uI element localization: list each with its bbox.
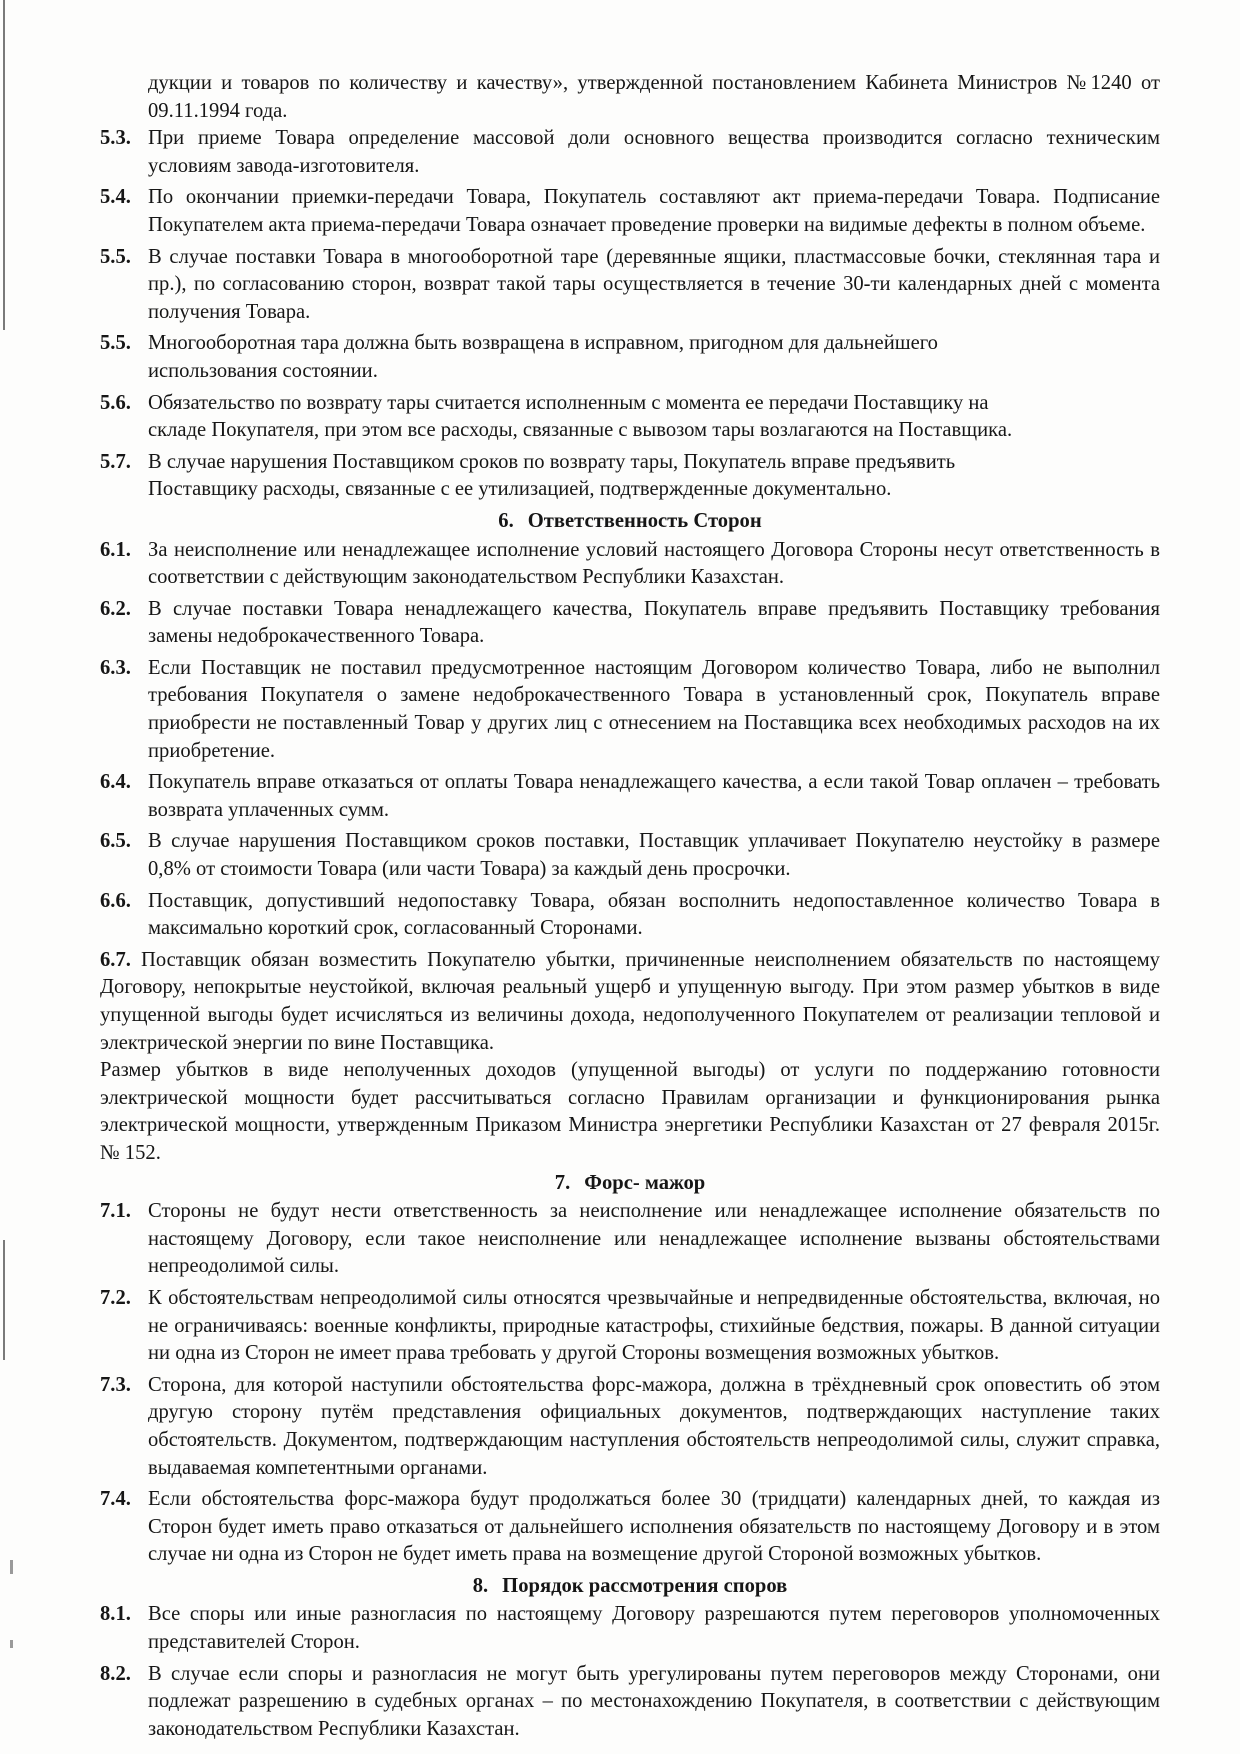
clause-7-1 [100,1198,1160,1281]
clause-6-7-paragraph-2: Размер убытков в виде неполученных доходов (упущенной выгоды) от услуги по поддержанию готовности электрической мощности будет рассчитываться согласно Правилам организации и функционирования рынка электрической мощности, утвержденным Приказом Министра энергетики Республики Казахстан от 27 февраля 2015г. № 152. [100,1059,1160,1164]
clause-7-3 [100,1372,1160,1482]
section-7-heading [100,1170,1160,1198]
scan-edge-mark-top [3,0,5,330]
clause-text: Поставщик, допустивший недопоставку Товара, обязан восполнить недопоставленное количество Товара в максимально короткий срок, согласованный Сторонами. [148,889,1160,940]
clause-text: Поставщик обязан возместить Покупателю убытки, причиненные неисполнением обязательств по настоящему Договору, непокрытые неустойкой, включая реальный ущерб и упущенную выгоду. При этом размер убытков в виде упущенной выгоды будет исчисляться из величины дохода, недополученного Покупателем от реализации тепловой и электрической энергии по вине Поставщика. [100,948,1160,1054]
clause-number: 7.1. [100,1200,131,1223]
clause-6-5 [100,828,1160,883]
clause-6-4 [100,769,1160,824]
clause-text: Стороны не будут нести ответственность за неисполнение или ненадлежащее исполнение обязательств по настоящему Договору, если такое неисполнение или ненадлежащее исполнение вызваны обстоятельствами непреодолимой силы. [148,1200,1160,1278]
clause-text: В случае нарушения Поставщиком сроков по возврату тары, Покупатель вправе предъявить Поставщику расходы, связанные с ее утилизацией, подтвержденные документально. [148,450,956,501]
clause-number: 5.5. [100,332,131,355]
clause-number: 7.2. [100,1286,131,1309]
section-6-heading [100,508,1160,536]
section-number: 6. [498,509,514,532]
section-title: Форс- мажор [584,1171,706,1194]
clause-text: Все споры или иные разногласия по настоящему Договору разрешаются путем переговоров уполномоченных представителей Сторон. [148,1603,1160,1654]
scan-speck [10,1560,13,1574]
clause-5-6 [100,390,1160,445]
clause-number: 7.3. [100,1373,131,1396]
clause-number: 5.7. [100,450,131,473]
clause-number: 6.5. [100,830,131,853]
clause-number: 5.6. [100,391,131,414]
clause-text: За неисполнение или ненадлежащее исполнение условий настоящего Договора Стороны несут ответственность в соответствии с действующим законодательством Республики Казахстан. [148,538,1160,589]
clause-6-3 [100,655,1160,765]
clause-7-4 [100,1486,1160,1569]
clause-6-7 [100,947,1160,1057]
clause-8-1 [100,1601,1160,1656]
clause-text: В случае нарушения Поставщиком сроков поставки, Поставщик уплачивает Покупателю неустойку в размере 0,8% от стоимости Товара (или части Товара) за каждый день просрочки. [148,830,1160,881]
clause-text: В случае поставки Товара ненадлежащего качества, Покупатель вправе предъявить Поставщику требования замены недоброкачественного Товара. [148,597,1160,648]
clause-5-3 [100,125,1160,180]
clause-text: По окончании приемки-передачи Товара, Покупатель составляют акт приема-передачи Товара. Подписание Покупателем акта приема-передачи Товара означает проведение проверки на видимые дефекты в полном объеме. [148,186,1160,236]
clause-number: 6.3. [100,656,131,679]
clause-5-4 [100,184,1160,239]
section-title: Порядок рассмотрения споров [502,1574,788,1597]
clause-text: В случае если споры и разногласия не могут быть урегулированы путем переговоров между Сторонами, они подлежат разрешению в судебных органах – по местонахождению Покупателя, в соответствии с действующим законодательством Республики Казахстан. [148,1662,1160,1740]
section-title: Ответственность Сторон [527,509,762,532]
clause-number: 5.3. [100,127,131,150]
clause-text: Обязательство по возврату тары считается исполненным с момента ее передачи Поставщику на складе Покупателя, при этом все расходы, связанные с вывозом тары возлагаются на Поставщика. [148,391,1013,442]
clause-6-2 [100,596,1160,651]
clause-8-2 [100,1661,1160,1744]
clause-number: 5.4. [100,186,131,209]
clause-number: 6.1. [100,538,131,561]
clause-text: Если обстоятельства форс-мажора будут продолжаться более 30 (тридцати) календарных дней, то каждая из Сторон будет иметь право отказаться от дальнейшего исполнения обязательств по настоящему Договору и в этом случае ни одна из Сторон не будет иметь права на возмещение другой Стороной возможных убытков. [148,1488,1160,1566]
clause-5-5-second [100,330,1160,385]
clause-number: 6.6. [100,889,131,912]
section-number: 7. [554,1171,571,1194]
clause-number: 8.2. [100,1662,131,1685]
clause-text: Покупатель вправе отказаться от оплаты Товара ненадлежащего качества, а если такой Товар оплачен – требовать возврата уплаченных сумм. [148,771,1160,821]
scan-speck [10,1640,13,1648]
clause-text: Если Поставщик не поставил предусмотренное настоящим Договором количество Товара, либо не выполнил требования Покупателя о замене недоброкачественного Товара в установленный срок, Покупатель вправе приобрести не поставленный Товар у других лиц с отнесением на Поставщика всех необходимых расходов на их приобретение. [148,656,1160,762]
clause-text: Сторона, для которой наступили обстоятельства форс-мажора, должна в трёхдневный срок оповестить об этом другую сторону путём представления официальных документов, подтверждающих наступление таких обстоятельств. Документом, подтверждающим наступления обстоятельств непреодолимой силы, служит справка, выдаваемая компетентными органами. [148,1373,1160,1479]
clause-5-5 [100,244,1160,327]
clause-5-7 [100,449,1160,504]
clause-text: В случае поставки Товара в многооборотной таре (деревянные ящики, пластмассовые бочки, стеклянная тара и пр.), по согласованию сторон, возврат такой тары осуществляется в течение 30-ти календарных дней с момента получения Товара. [148,245,1160,323]
document-body [100,70,1160,1747]
clause-6-1 [100,537,1160,592]
scan-edge-mark-bottom [3,1240,5,1360]
clause-number: 6.4. [100,771,131,794]
intro-continuation: дукции и товаров по количеству и качеству», утвержденной постановлением Кабинета Министров №1240 от 09.11.1994 года. [148,72,1160,122]
clause-6-6 [100,888,1160,943]
clause-text: Многооборотная тара должна быть возвращена в исправном, пригодном для дальнейшего использования состоянии. [148,332,938,382]
section-8-heading [100,1573,1160,1601]
clause-text: При приеме Товара определение массовой доли основного вещества производится согласно техническим условиям завода-изготовителя. [148,127,1160,177]
clause-number: 5.5. [100,245,131,268]
clause-number: 6.7. [100,948,131,971]
clause-number: 8.1. [100,1603,131,1626]
clause-7-2 [100,1285,1160,1368]
section-number: 8. [472,1574,489,1597]
clause-text: К обстоятельствам непреодолимой силы относятся чрезвычайные и непредвиденные обстоятельства, включая, но не ограничиваясь: военные конфликты, природные катастрофы, стихийные бедствия, пожары. В данной ситуации ни одна из Сторон не имеет права требовать у другой Стороны возмещения возможных убытков. [148,1286,1160,1365]
clause-number: 6.2. [100,597,131,620]
clause-number: 7.4. [100,1488,131,1511]
